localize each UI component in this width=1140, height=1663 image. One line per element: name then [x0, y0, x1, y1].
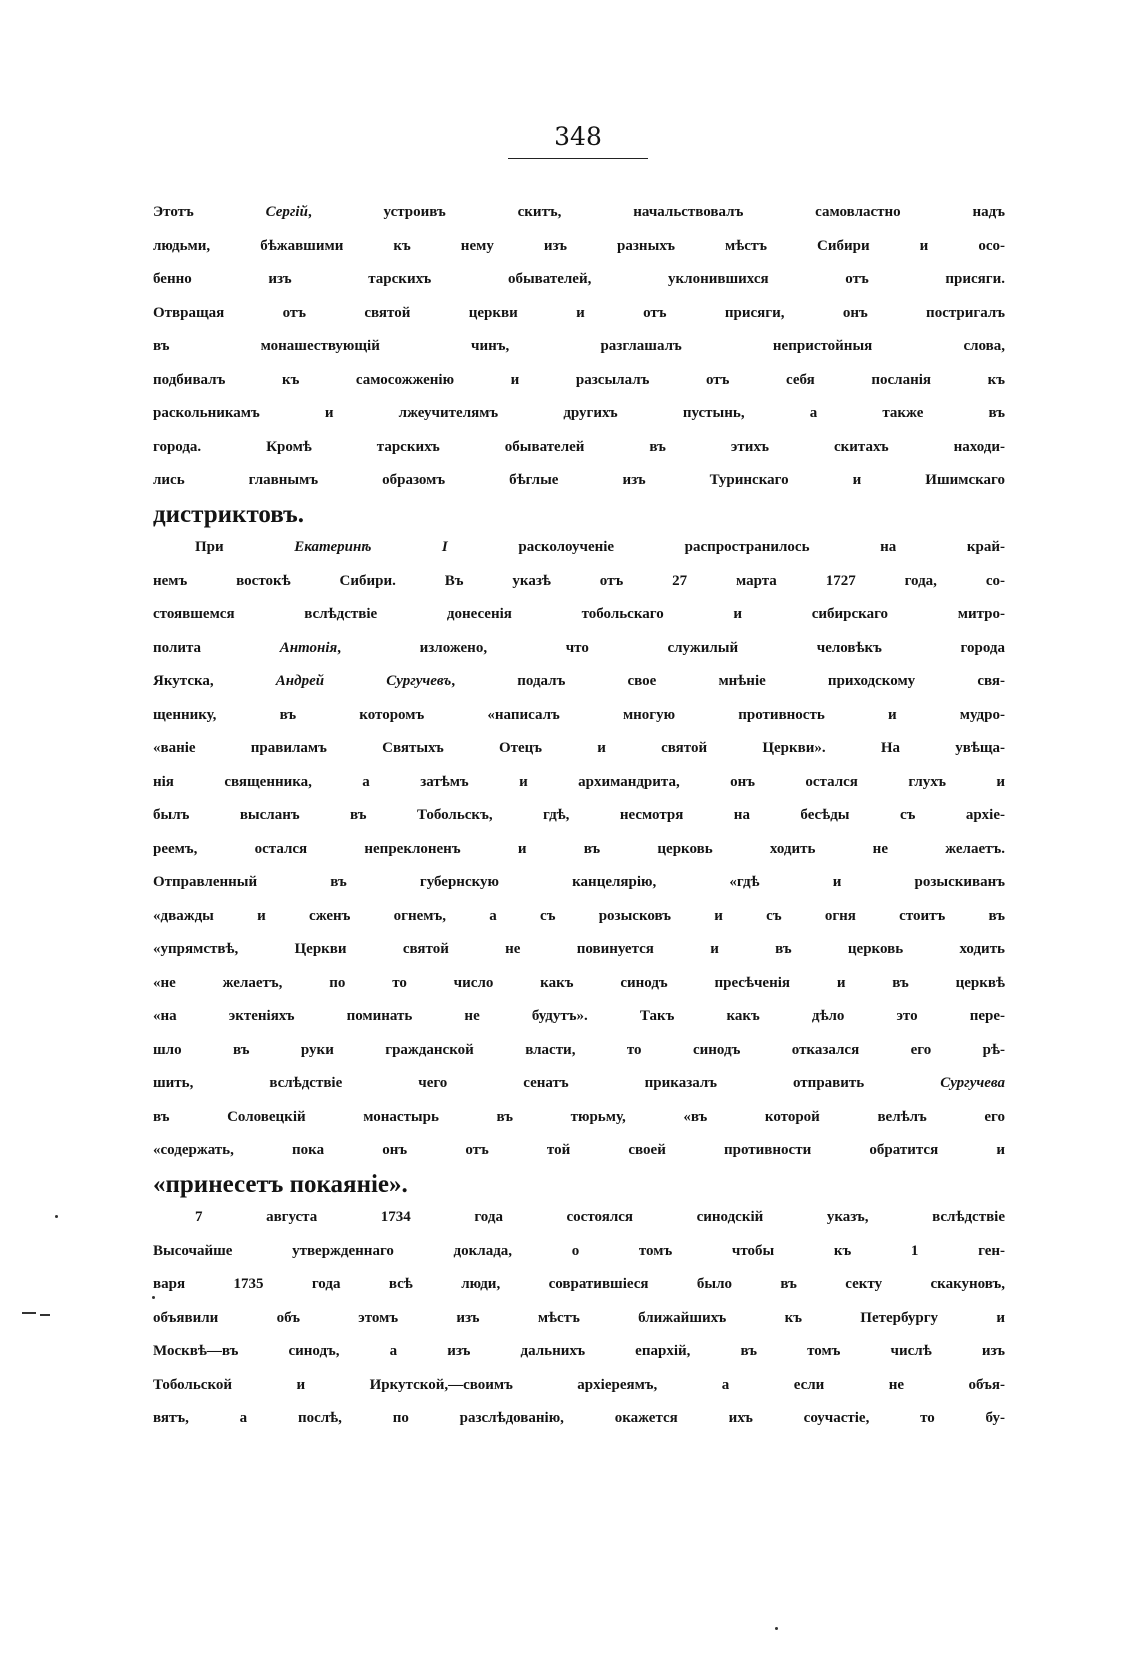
- text-run: дистриктовъ.: [153, 500, 304, 528]
- body-text: [153, 196, 1005, 1436]
- text-run: лись главнымъ образомъ бѣглые изъ Туринскаго и Ишимскаго: [153, 472, 1005, 488]
- text-line: [153, 632, 1005, 666]
- text-line: [153, 1168, 1005, 1202]
- text-line: [153, 330, 1005, 364]
- text-line: [153, 297, 1005, 331]
- text-run: расколоученіе распространилось на край-: [447, 539, 1006, 555]
- italic-name: Екатеринѣ I: [294, 539, 448, 555]
- text-run: варя 1735 года всѣ люди, совратившіеся было въ секту скакуновъ,: [153, 1276, 1005, 1292]
- text-run: немъ востокѣ Сибири. Въ указѣ отъ 27 марта 1727 года, со-: [153, 572, 1005, 589]
- text-line: [153, 967, 1005, 1001]
- text-run: Высочайше утвержденнаго доклада, о томъ чтобы къ 1 ген-: [153, 1242, 1005, 1259]
- text-run: «не желаетъ, по то число какъ синодъ пресѣченія и въ церквѣ: [153, 974, 1005, 991]
- text-line: [153, 933, 1005, 967]
- text-line: [153, 799, 1005, 833]
- italic-name: Сургучева: [940, 1075, 1005, 1091]
- text-run: «принесетъ покаяніе».: [153, 1170, 408, 1198]
- text-run: стоявшемся вслѣдствіе донесенія тобольскаго и сибирскаго митро-: [153, 606, 1005, 622]
- text-line: [153, 1134, 1005, 1168]
- text-run: «ваніе правиламъ Святыхъ Отецъ и святой Церкви». На увѣща-: [153, 740, 1005, 756]
- text-run: При: [195, 539, 295, 555]
- text-line: [153, 1302, 1005, 1336]
- text-run: нія священника, а затѣмъ и архимандрита, онъ остался глухъ и: [153, 773, 1005, 790]
- text-run: «содержать, пока онъ отъ той своей противности обратится и: [153, 1142, 1005, 1158]
- text-run: въ Соловецкій монастырь въ тюрьму, «въ которой велѣлъ его: [153, 1108, 1005, 1125]
- italic-name: Антонія: [279, 639, 338, 656]
- text-line: [153, 1268, 1005, 1302]
- text-line: [153, 1000, 1005, 1034]
- margin-speck: [22, 1312, 36, 1314]
- text-line: [153, 364, 1005, 398]
- text-line: [153, 1067, 1005, 1101]
- text-line: [153, 498, 1005, 532]
- margin-speck: [775, 1627, 778, 1630]
- text-run: «дважды и сженъ огнемъ, а съ розысковъ и съ огня стоитъ въ: [153, 907, 1005, 924]
- text-line: [153, 598, 1005, 632]
- margin-speck: [152, 1296, 155, 1299]
- text-run: шло въ руки гражданской власти, то синодъ отказался его рѣ-: [153, 1041, 1005, 1058]
- text-line: [153, 263, 1005, 297]
- italic-name: Сергій: [265, 204, 308, 220]
- text-run: щеннику, въ которомъ «написалъ многую противность и мудро-: [153, 706, 1005, 723]
- text-run: вятъ, а послѣ, по разслѣдованію, окажется ихъ соучастіе, то бу-: [153, 1410, 1005, 1426]
- text-run: шить, вслѣдствіе чего сенатъ приказалъ отправить: [153, 1075, 941, 1091]
- text-run: «на эктеніяхъ поминать не будутъ». Такъ какъ дѣло это пере-: [153, 1008, 1005, 1024]
- margin-speck: [40, 1314, 50, 1316]
- text-line: [153, 766, 1005, 800]
- page-number-rule: [508, 158, 648, 159]
- text-line: [153, 230, 1005, 264]
- text-run: 7 августа 1734 года состоялся синодскій указъ, вслѣдствіе: [195, 1209, 1005, 1225]
- text-run: подбивалъ къ самосожженію и разсылалъ отъ себя посланія къ: [153, 371, 1005, 388]
- text-run: Отправленный въ губернскую канцелярію, «гдѣ и розыскиванъ: [153, 874, 1005, 890]
- text-line: [153, 1235, 1005, 1269]
- text-line: [153, 732, 1005, 766]
- text-run: Этотъ: [153, 204, 266, 220]
- text-run: Якутска,: [153, 673, 276, 689]
- italic-name: Андрей Сургучевъ: [275, 673, 452, 689]
- text-run: «упрямствѣ, Церкви святой не повинуется и въ церковь ходить: [153, 941, 1005, 957]
- text-run: въ монашествующій чинъ, разглашалъ непристойныя слова,: [153, 338, 1005, 354]
- text-run: , подалъ свое мнѣніе приходскому свя-: [451, 673, 1005, 689]
- text-run: былъ высланъ въ Тобольскъ, гдѣ, несмотря на бесѣды съ архіе-: [153, 807, 1005, 823]
- text-line: [153, 397, 1005, 431]
- page-number: 348: [554, 122, 602, 151]
- text-run: Отвращая отъ святой церкви и отъ присяги, онъ постригалъ: [153, 304, 1005, 321]
- text-line: [153, 565, 1005, 599]
- text-line: [153, 699, 1005, 733]
- text-run: , изложено, что служилый человѣкъ города: [337, 639, 1005, 656]
- text-line: [153, 665, 1005, 699]
- text-line: [153, 1335, 1005, 1369]
- text-line: [153, 1369, 1005, 1403]
- text-run: раскольникамъ и лжеучителямъ другихъ пустынь, а также въ: [153, 405, 1005, 421]
- text-line: [153, 833, 1005, 867]
- text-line: [153, 531, 1005, 565]
- text-run: города. Кромѣ тарскихъ обывателей въ этихъ скитахъ находи-: [153, 438, 1005, 455]
- text-line: [153, 900, 1005, 934]
- text-line: [153, 1101, 1005, 1135]
- text-run: полита: [153, 639, 280, 656]
- text-run: Тобольской и Иркутской,—своимъ архіереямъ, а если не объя-: [153, 1376, 1005, 1393]
- text-run: реемъ, остался непреклоненъ и въ церковь ходить не желаетъ.: [153, 840, 1005, 857]
- text-run: Москвѣ—въ синодъ, а изъ дальнихъ епархій, въ томъ числѣ изъ: [153, 1343, 1005, 1359]
- text-line: [153, 431, 1005, 465]
- text-line: [153, 1201, 1005, 1235]
- margin-speck: [55, 1215, 58, 1218]
- text-run: , устроивъ скитъ, начальствовалъ самовластно надъ: [307, 204, 1005, 220]
- text-line: [153, 866, 1005, 900]
- text-line: [153, 464, 1005, 498]
- text-line: [153, 196, 1005, 230]
- text-run: объявили объ этомъ изъ мѣстъ ближайшихъ къ Петербургу и: [153, 1309, 1005, 1326]
- text-run: бенно изъ тарскихъ обывателей, уклонившихся отъ присяги.: [153, 271, 1005, 287]
- text-line: [153, 1034, 1005, 1068]
- text-line: [153, 1402, 1005, 1436]
- text-run: людьми, бѣжавшими къ нему изъ разныхъ мѣстъ Сибири и осо-: [153, 237, 1005, 254]
